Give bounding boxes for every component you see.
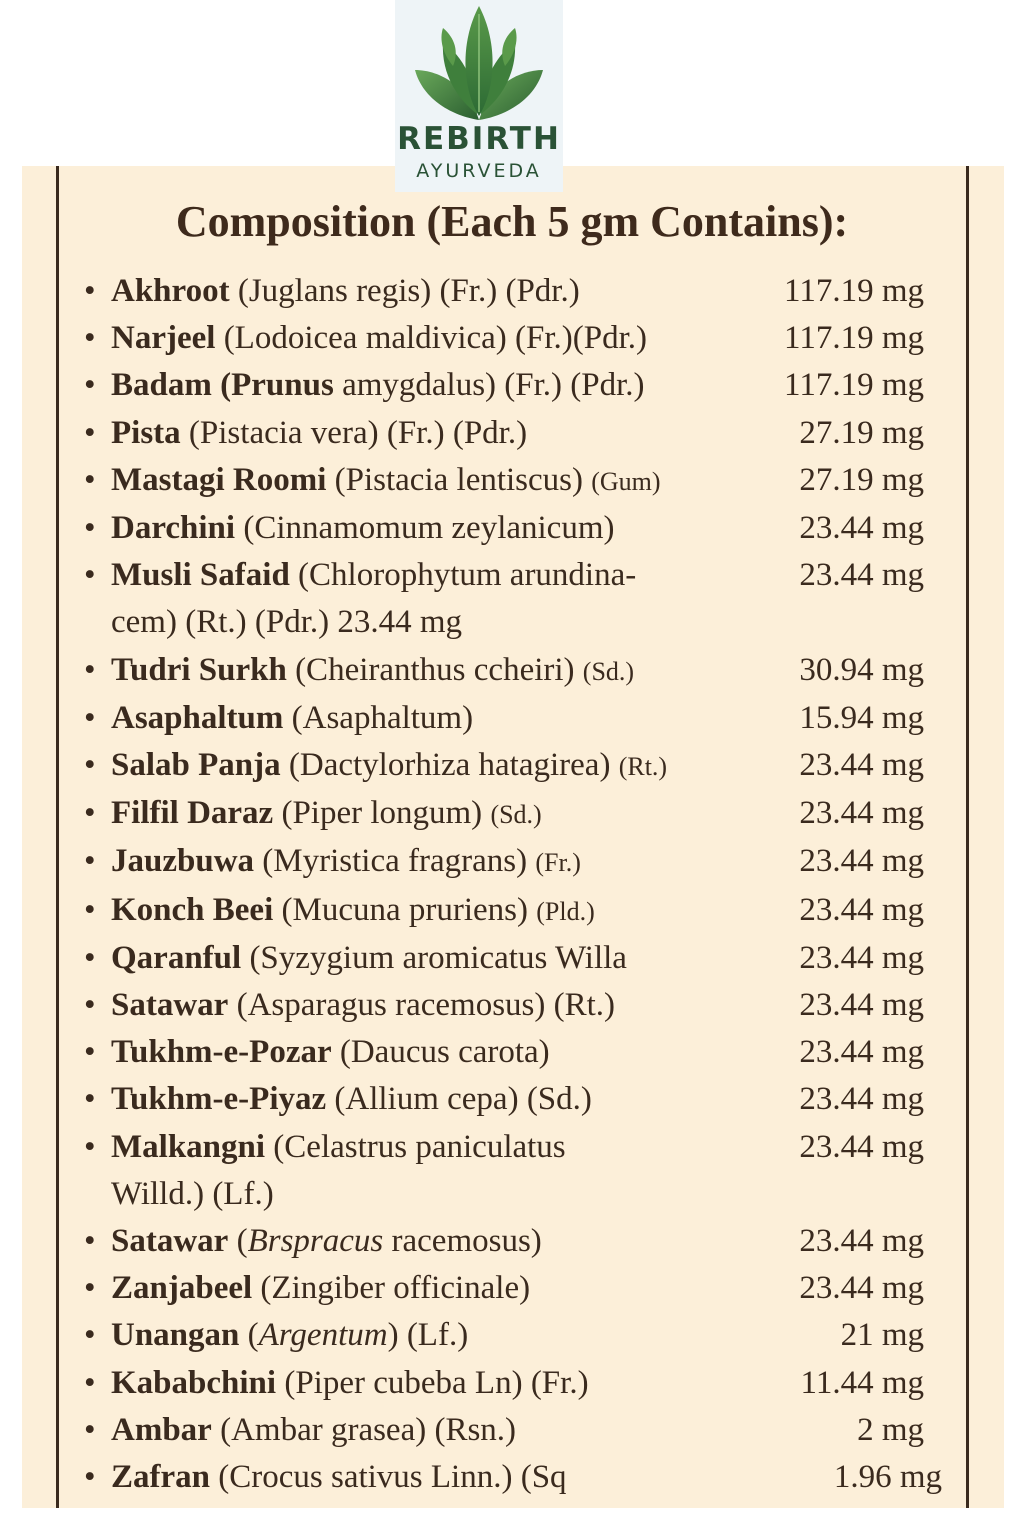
ingredient-scientific-italic: Argentum [258, 1317, 388, 1354]
ingredient-quantity: 23.44 mg [799, 795, 924, 832]
ingredient-row [84, 1312, 954, 1359]
ingredient-list [84, 268, 954, 1501]
brand-logo [395, 0, 563, 192]
ingredient-quantity: 23.44 mg [799, 987, 924, 1024]
ingredient-scientific-italic: Brspracus [247, 1223, 384, 1260]
ingredient-quantity: 21 mg [840, 1317, 924, 1354]
ingredient-common-name: Satawar [111, 1223, 229, 1260]
ingredient-row [84, 790, 954, 838]
panel-right-border [966, 166, 969, 1508]
ingredient-scientific-name: (Piper cubeba Ln) (Fr.) [276, 1364, 589, 1401]
ingredient-common-name: Akhroot [111, 273, 230, 309]
ingredient-row [84, 647, 954, 695]
ingredient-quantity: 23.44 mg [799, 1270, 924, 1307]
ingredient-scientific-name: (Asparagus racemosus) (Rt.) [228, 987, 616, 1024]
ingredient-quantity: 117.19 mg [784, 273, 924, 309]
ingredient-quantity: 2 mg [857, 1411, 924, 1448]
bullet-icon: • [84, 699, 96, 736]
ingredient-row [84, 362, 954, 409]
ingredient-scientific-name: (Mucuna pruriens) [273, 891, 537, 928]
ingredient-quantity: 15.94 mg [799, 699, 924, 736]
ingredient-row [84, 935, 954, 982]
bullet-icon: • [84, 1364, 96, 1401]
ingredient-common-name: Tudri Surkh [111, 651, 287, 688]
ingredient-name-line [111, 1312, 954, 1359]
ingredient-common-name: Zafran [111, 1459, 210, 1496]
bullet-icon: • [84, 1128, 96, 1165]
ingredient-scientific-name: (Zingiber officinale) [252, 1270, 531, 1307]
ingredient-scientific-name: (Chlorophytum arundina- [289, 557, 637, 594]
bullet-icon: • [84, 367, 96, 404]
ingredient-scientific-name: (Celastrus paniculatus [265, 1128, 566, 1165]
bullet-icon: • [84, 557, 96, 594]
ingredient-common-name: Tukhm-e-Piyaz [111, 1081, 327, 1118]
bullet-icon: • [84, 461, 96, 498]
ingredient-continuation-line: cem) (Rt.) (Pdr.) 23.44 mg [111, 604, 463, 641]
bullet-icon: • [84, 510, 96, 547]
ingredient-name-line [111, 1454, 954, 1501]
ingredient-row [84, 268, 954, 315]
ingredient-common-name: Asaphaltum [111, 699, 284, 736]
ingredient-quantity: 23.44 mg [799, 1223, 924, 1260]
bullet-icon: • [84, 747, 96, 784]
ingredient-common-name: Ambar [111, 1411, 212, 1448]
ingredient-scientific-name: (Dactylorhiza hatagirea) [280, 747, 619, 784]
brand-tagline: AYURVEDA [416, 160, 542, 182]
ingredient-scientific-name: (Pistacia lentiscus) [326, 461, 592, 498]
ingredient-part: (Rt.) [618, 752, 668, 782]
ingredient-scientific-name: racemosus) [383, 1223, 542, 1260]
ingredient-scientific-name: (Myristica fragrans) [254, 843, 536, 880]
panel-left-border [56, 166, 59, 1508]
ingredient-scientific-name: ) (Lf.) [387, 1317, 469, 1354]
bullet-icon: • [84, 1317, 96, 1354]
ingredient-quantity: 23.44 mg [799, 747, 924, 784]
ingredient-quantity: 23.44 mg [799, 843, 924, 880]
ingredient-common-name: Jauzbuwa [111, 843, 255, 880]
ingredient-continuation-line: Willd.) (Lf.) [111, 1175, 274, 1212]
leaf-logo-icon [413, 4, 545, 124]
ingredient-quantity: 1.96 mg [833, 1459, 942, 1496]
ingredient-scientific-name: amygdalus) (Fr.) (Pdr.) [333, 367, 645, 404]
ingredient-row [84, 1360, 954, 1407]
ingredient-scientific-open: ( [239, 1317, 259, 1354]
ingredient-scientific-name: (Daucus carota) [331, 1034, 550, 1071]
ingredient-quantity: 11.44 mg [800, 1364, 924, 1401]
ingredient-common-name: Mastagi Roomi [111, 461, 327, 498]
ingredient-quantity: 23.44 mg [799, 891, 924, 928]
ingredient-row [84, 1076, 954, 1123]
ingredient-common-name: Zanjabeel [111, 1270, 253, 1307]
ingredient-part: (Fr.) [535, 848, 581, 878]
ingredient-common-name: Kababchini [111, 1364, 277, 1401]
ingredient-common-name: Konch Beei [111, 891, 274, 928]
bullet-icon: • [84, 1081, 96, 1118]
bullet-icon: • [84, 1034, 96, 1071]
ingredient-scientific-name: (Crocus sativus Linn.) (Sq [210, 1459, 567, 1496]
ingredient-quantity: 23.44 mg [799, 939, 924, 976]
ingredient-scientific-name: (Cinnamomum zeylanicum) [235, 510, 615, 547]
ingredient-row [84, 838, 954, 886]
ingredient-scientific-name: (Pistacia vera) (Fr.) (Pdr.) [180, 414, 528, 451]
ingredient-quantity: 23.44 mg [799, 1034, 924, 1071]
ingredient-common-name: Unangan [111, 1317, 240, 1354]
ingredient-row [84, 742, 954, 790]
bullet-icon: • [84, 651, 96, 688]
ingredient-common-name: Qaranful [111, 939, 242, 976]
bullet-icon: • [84, 1411, 96, 1448]
ingredient-part: (Sd.) [490, 800, 542, 830]
ingredient-quantity: 23.44 mg [799, 1128, 924, 1165]
ingredient-row [84, 887, 954, 935]
ingredient-scientific-name: (Allium cepa) (Sd.) [326, 1081, 592, 1118]
ingredient-quantity: 30.94 mg [799, 651, 924, 688]
ingredient-common-name: Satawar [111, 987, 229, 1024]
bullet-icon: • [84, 987, 96, 1024]
ingredient-row [84, 1029, 954, 1076]
brand-name: REBIRTH [397, 121, 561, 157]
bullet-icon: • [84, 320, 96, 357]
ingredient-name-line [111, 1407, 954, 1454]
ingredient-scientific-name: (Piper longum) [273, 795, 491, 832]
ingredient-quantity: 23.44 mg [799, 557, 924, 594]
bullet-icon: • [84, 1223, 96, 1260]
ingredient-common-name: Badam (Prunus [111, 367, 334, 404]
bullet-icon: • [84, 795, 96, 832]
ingredient-common-name: Darchini [111, 510, 236, 547]
ingredient-quantity: 23.44 mg [799, 1081, 924, 1118]
ingredient-row [84, 982, 954, 1029]
ingredient-scientific-name: (Syzygium aromicatus Willa [241, 939, 627, 976]
ingredient-common-name: Malkangni [111, 1128, 266, 1165]
bullet-icon: • [84, 1459, 96, 1496]
ingredient-scientific-name: (Juglans regis) (Fr.) (Pdr.) [229, 273, 580, 309]
ingredient-scientific-name: (Cheiranthus ccheiri) [286, 651, 583, 688]
bullet-icon: • [84, 1270, 96, 1307]
ingredient-row [84, 552, 954, 646]
ingredient-row [84, 1454, 954, 1501]
ingredient-part: (Sd.) [582, 656, 635, 686]
bullet-icon: • [84, 939, 96, 976]
ingredient-common-name: Salab Panja [111, 747, 281, 784]
ingredient-row [84, 1265, 954, 1312]
bullet-icon: • [84, 273, 96, 309]
ingredient-common-name: Filfil Daraz [111, 795, 274, 832]
ingredient-quantity: 27.19 mg [799, 414, 924, 451]
ingredient-quantity: 23.44 mg [799, 510, 924, 547]
ingredient-common-name: Pista [111, 414, 181, 451]
ingredient-row [84, 315, 954, 362]
ingredient-scientific-name: (Asaphaltum) [283, 699, 474, 736]
ingredient-quantity: 117.19 mg [784, 367, 924, 404]
ingredient-quantity: 27.19 mg [799, 461, 924, 498]
ingredient-row [84, 1218, 954, 1265]
ingredient-common-name: Tukhm-e-Pozar [111, 1034, 332, 1071]
bullet-icon: • [84, 843, 96, 880]
ingredient-common-name: Narjeel [111, 320, 216, 357]
ingredient-scientific-name: (Ambar grasea) (Rsn.) [211, 1411, 517, 1448]
ingredient-quantity: 117.19 mg [784, 320, 924, 357]
bullet-icon: • [84, 891, 96, 928]
ingredient-scientific-name: (Lodoicea maldivica) (Fr.)(Pdr.) [215, 320, 648, 357]
ingredient-row [84, 695, 954, 742]
ingredient-common-name: Musli Safaid [111, 557, 290, 594]
ingredient-part: (Gum) [591, 466, 661, 496]
ingredient-part: (Pld.) [536, 896, 595, 926]
bullet-icon: • [84, 414, 96, 451]
composition-heading: Composition (Each 5 gm Contains): [175, 197, 849, 246]
ingredient-scientific-open: ( [228, 1223, 248, 1260]
ingredient-row [84, 1124, 954, 1218]
ingredient-row [84, 1407, 954, 1454]
ingredient-row [84, 457, 954, 505]
ingredient-row [84, 505, 954, 552]
ingredient-row [84, 410, 954, 457]
